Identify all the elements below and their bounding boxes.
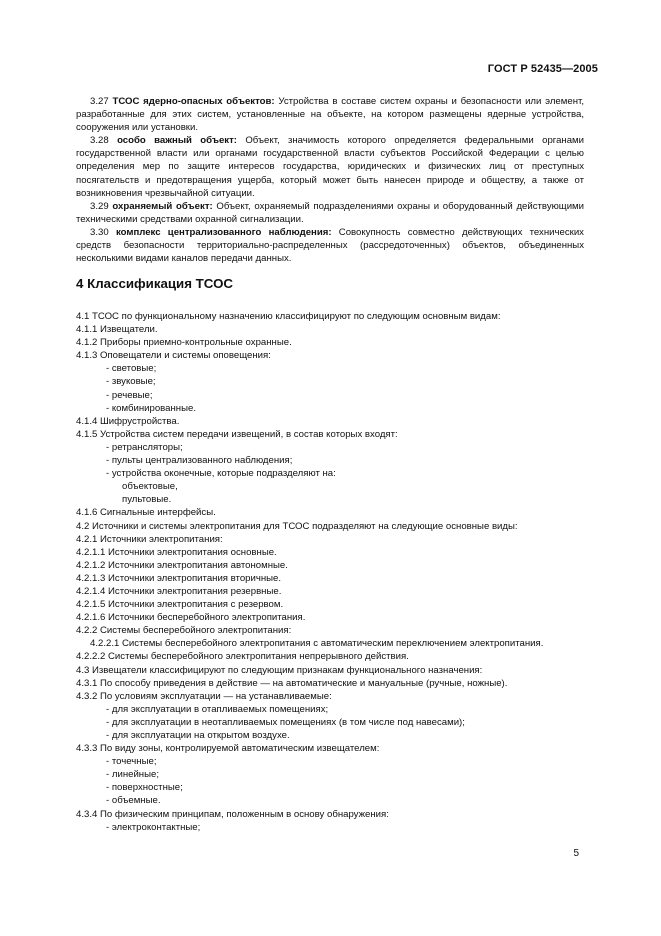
list-item: 4.3.3 По виду зоны, контролируемой автоматическим извещателем: bbox=[76, 743, 380, 755]
list-item: объектовые, bbox=[122, 481, 178, 493]
list-item: 4.2.1.3 Источники электропитания вторичные. bbox=[76, 572, 282, 584]
list-item: - звуковые; bbox=[106, 376, 156, 388]
list-item: 4.1.5 Устройства систем передачи извещений, в состав которых входят: bbox=[76, 428, 398, 440]
definition-text: Совокупность совместно действующих технических средств безопасности территориально-распределенных (рассредоточенных) объектов, объединенных несколькими видами каналов передачи данных. bbox=[76, 226, 584, 265]
definition-number: 3.27 bbox=[90, 96, 109, 107]
list-item: 4.3.1 По способу приведения в действие — на автоматические и мануальные (ручные, ножные). bbox=[76, 677, 508, 689]
list-item: 4.3.2 По условиям эксплуатации — на устанавливаемые: bbox=[76, 690, 332, 702]
list-item: 4.1.2 Приборы приемно-контрольные охранные. bbox=[76, 337, 292, 349]
list-item: 4.2.2 Системы бесперебойного электропитания: bbox=[76, 625, 292, 637]
definition-number: 3.30 bbox=[90, 226, 109, 238]
list-item: - поверхностные; bbox=[106, 782, 183, 794]
list-item: - объемные. bbox=[106, 795, 161, 807]
list-item: 4.2 Источники и системы электропитания для ТСОС подразделяют на следующие основные виды: bbox=[76, 520, 518, 532]
definition-paragraph bbox=[76, 95, 584, 134]
list-item: - электроконтактные; bbox=[106, 821, 201, 833]
definitions-block bbox=[76, 95, 584, 265]
list-item: 4.3.4 По физическим принципам, положенным в основу обнаружения: bbox=[76, 808, 389, 820]
definition-text: Устройства в составе систем охраны и безопасности или элемент, разработанные для этих систем, установленные на объекте, на котором размещены ядерные устройства, сооружения или установки. bbox=[76, 96, 584, 134]
definition-text: Объект, значимость которого определяется федеральными органами государственной власти или органами государственной власти субъектов Российской Федерации с целью определения мер по защите интересов государства, юридических и физических лиц от преступных посягательств и предотвращения ущерба, который может быть нанесен природе и обществу, а также от возникновения чрезвычайной ситуации. bbox=[76, 135, 585, 199]
list-item: - для эксплуатации на открытом воздухе. bbox=[106, 730, 290, 741]
list-item: - для эксплуатации в отапливаемых помещениях; bbox=[106, 703, 329, 715]
classification-list bbox=[76, 310, 584, 834]
list-item: - устройства оконечные, которые подразделяют на: bbox=[106, 468, 336, 480]
list-item: пультовые. bbox=[122, 494, 172, 506]
list-item: 4.1.1 Извещатели. bbox=[76, 324, 158, 336]
definition-term: охраняемый объект: bbox=[112, 200, 213, 212]
list-item: 4.2.1.4 Источники электропитания резервные. bbox=[76, 585, 282, 597]
list-item: - световые; bbox=[106, 363, 157, 375]
list-item: - ретрансляторы; bbox=[106, 441, 183, 453]
list-item: 4.1 ТСОС по функциональному назначению классифицируют по следующим основным видам: bbox=[76, 311, 501, 322]
list-item: 4.2.1.6 Источники бесперебойного электропитания. bbox=[76, 612, 306, 624]
definition-text: Объект, охраняемый подразделениями охраны и оборудованный действующими техническими средствами охранной сигнализации. bbox=[76, 200, 585, 225]
list-item: 4.3 Извещатели классифицируют по следующим признакам функционального назначения: bbox=[76, 664, 483, 676]
definition-paragraph bbox=[76, 134, 584, 199]
list-item: 4.2.1.1 Источники электропитания основные. bbox=[76, 546, 277, 558]
definition-term: комплекс централизованного наблюдения: bbox=[115, 226, 332, 238]
definition-number: 3.28 bbox=[90, 135, 109, 147]
definition-paragraph bbox=[76, 226, 584, 265]
list-item: - речевые; bbox=[106, 389, 153, 401]
list-item: 4.1.3 Оповещатели и системы оповещения: bbox=[76, 350, 271, 362]
standard-header: ГОСТ Р 52435—2005 bbox=[487, 63, 598, 75]
definition-term: особо важный объект: bbox=[117, 135, 237, 147]
definition-paragraph bbox=[76, 200, 584, 226]
list-item: 4.2.1.5 Источники электропитания с резервом. bbox=[76, 599, 284, 611]
list-item: - точечные; bbox=[106, 756, 157, 768]
list-item: 4.2.1.2 Источники электропитания автономные. bbox=[76, 559, 288, 571]
list-item: - для эксплуатации в неотапливаемых помещениях (в том числе под навесами); bbox=[106, 716, 465, 728]
section-title: 4 Классификация ТСОС bbox=[76, 276, 234, 291]
list-item: 4.1.6 Сигнальные интерфейсы. bbox=[76, 507, 216, 519]
definition-number: 3.29 bbox=[90, 200, 109, 212]
list-item: 4.2.1 Источники электропитания: bbox=[76, 533, 223, 545]
page-number: 5 bbox=[573, 848, 579, 859]
list-item: - пульты централизованного наблюдения; bbox=[106, 455, 293, 467]
list-item: 4.1.4 Шифрустройства. bbox=[76, 415, 180, 427]
list-item: - линейные; bbox=[106, 769, 160, 781]
definition-term: ТСОС ядерно-опасных объектов: bbox=[112, 96, 275, 107]
list-item: 4.2.2.1 Системы бесперебойного электропитания с автоматическим переключением электропитания. bbox=[90, 638, 544, 650]
list-item: - комбинированные. bbox=[106, 402, 196, 414]
list-item: 4.2.2.2 Системы бесперебойного электропитания непрерывного действия. bbox=[76, 651, 409, 663]
